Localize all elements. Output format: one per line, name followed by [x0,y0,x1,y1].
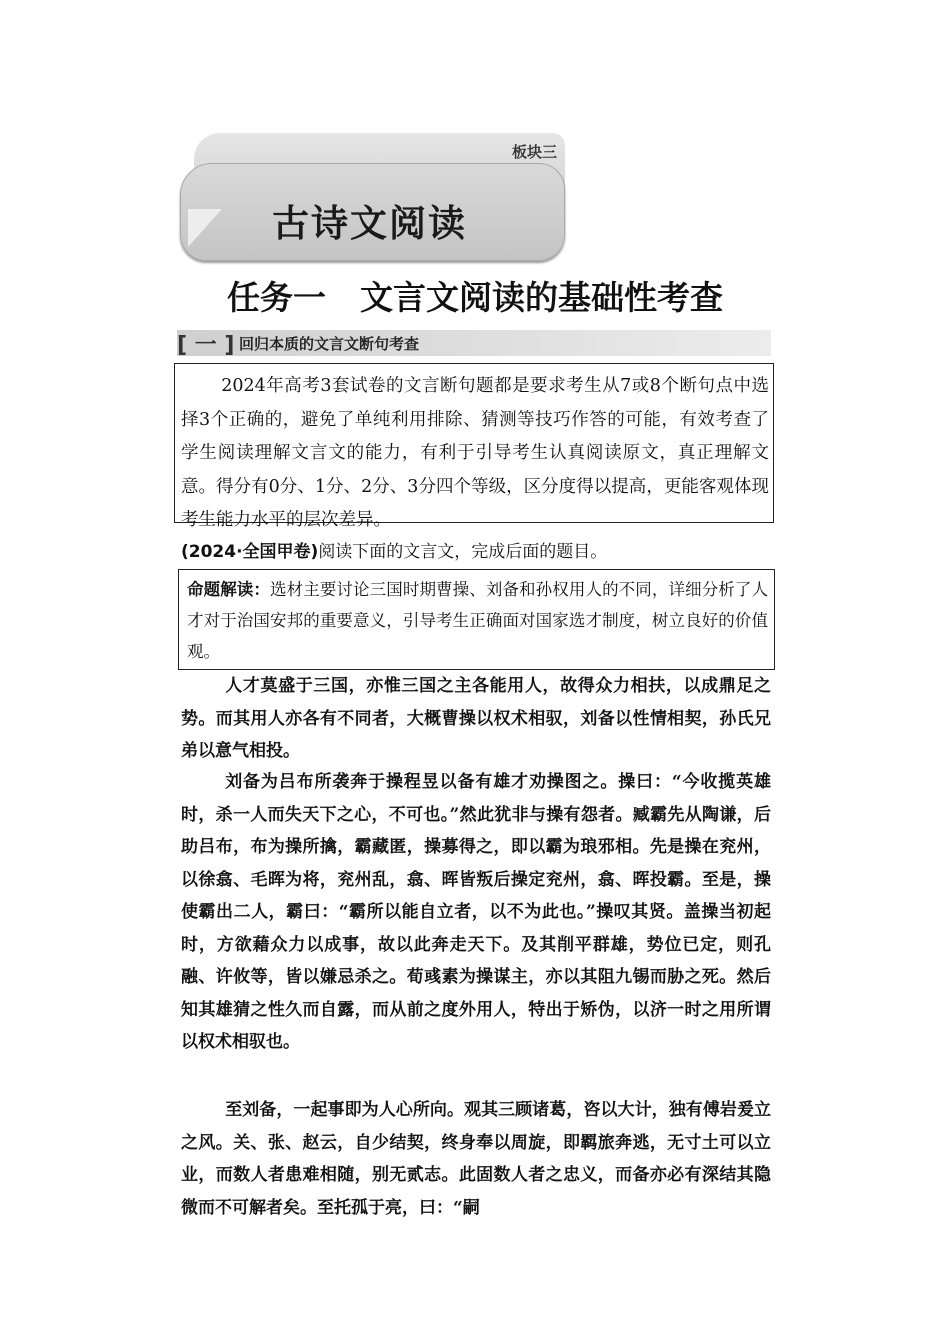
section-banner [180,133,565,261]
intro-box [174,363,774,530]
source-text: 阅读下面的文言文，完成后面的题目。 [318,542,608,562]
analysis-label: 命题解读： [187,580,271,599]
task-title [0,272,950,319]
banner-title: 古诗文阅读 [272,202,467,245]
source-tag: (2024·全国甲卷) [181,542,319,562]
source-line [181,537,607,562]
passage-paragraph-2 [181,766,771,1059]
passage-text-2: 刘备为吕布所袭奔于操程昱以备有雄才劝操图之。操曰：“今收揽英雄时，杀一人而失天下之心，不可也。”然此犹非与操有怨者。臧霸先从陶谦，后助吕布，布为操所擒，霸藏匿，操募得之，即以霸为琅邪相。先是操在兖州，以徐翕、毛晖为将，兖州乱，翕、晖皆叛后操定兖州，翕、晖投霸。至是，操使霸出二人，霸曰：“霸所以能自立者，以不为此也。”操叹其贤。盖操当初起时，方欲藉众力以成事，故以此奔走天下。及其削平群雄，势位已定，则孔融、许攸等，皆以嫌忌杀之。荀彧素为操谋主，亦以其阻九锡而胁之死。然后知其雄猜之性久而自露，而从前之度外用人，特出于矫伪，以济一时之用所谓以权术相驭也。 [181,772,771,1052]
passage-paragraph-1 [181,670,771,768]
section-label: 回归本质的文言文断句考查 [239,335,420,353]
section-heading [177,330,771,356]
task-title-part1: 任务一 [227,278,326,317]
analysis-box [178,569,775,670]
section-number: [ 一 ] [177,333,235,358]
page-fold-icon [188,209,222,247]
task-title-part2: 文言文阅读的基础性考查 [360,278,723,317]
passage-paragraph-3 [181,1094,771,1224]
passage-text-1: 人才莫盛于三国，亦惟三国之主各能用人，故得众力相扶，以成鼎足之势。而其用人亦各有不同者，大概曹操以权术相驭，刘备以性情相契，孙氏兄弟以意气相投。 [181,676,771,761]
intro-text: 2024年高考3套试卷的文言断句题都是要求考生从7或8个断句点中选择3个正确的，避免了单纯利用排除、猜测等技巧作答的可能，有效考查了学生阅读理解文言文的能力，有利于引导考生认真阅读原文，真正理解文意。得分有0分、1分、2分、3分四个等级，区分度得以提高，更能客观体现考生能力水平的层次差异。 [181,376,769,530]
banner-subtitle: 板块三 [511,143,557,161]
analysis-text: 选材主要讨论三国时期曹操、刘备和孙权用人的不同，详细分析了人才对于治国安邦的重要意义，引导考生正确面对国家选才制度，树立良好的价值观。 [187,580,769,661]
passage-text-3: 至刘备，一起事即为人心所向。观其三顾诸葛，咨以大计，独有傅岩爰立之风。关、张、赵云，自少结契，终身奉以周旋，即羁旅奔逃，无寸土可以立业，而数人者患难相随，别无贰志。此固数人者之忠义，而备亦必有深结其隐微而不可解者矣。至托孤于亮，曰：“嗣 [181,1100,771,1218]
